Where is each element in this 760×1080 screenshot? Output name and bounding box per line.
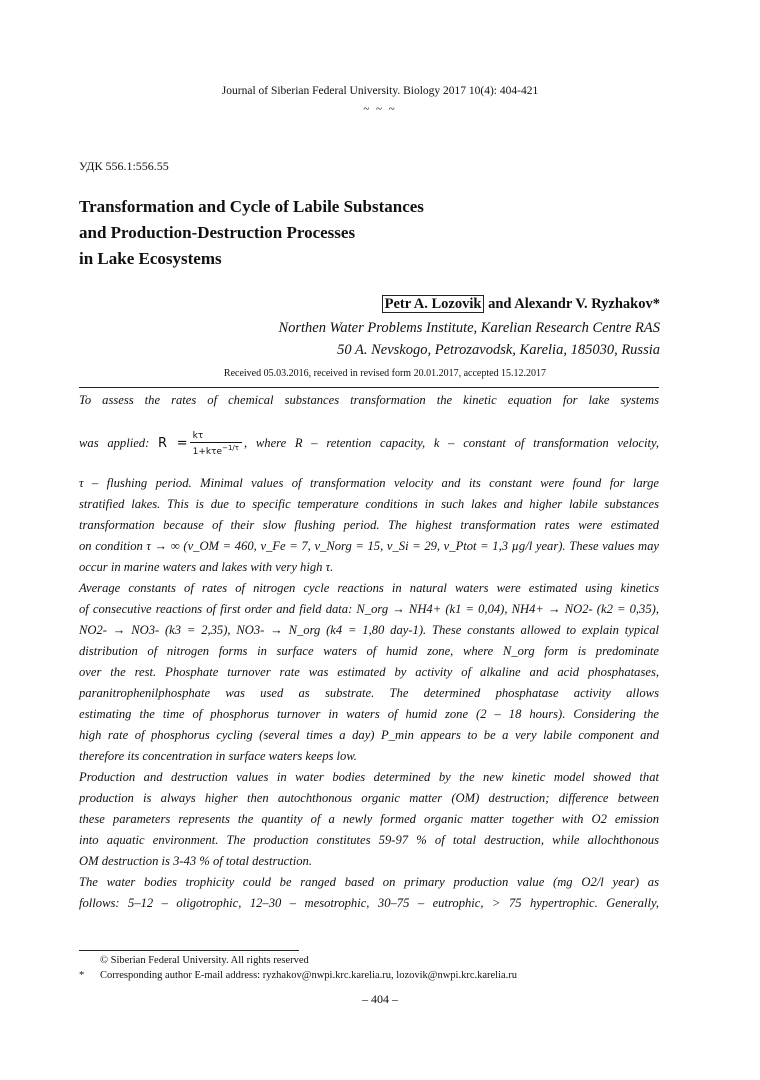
abstract-line: stratified lakes. This is due to specific temperature conditions in such lakes and higher labile substances xyxy=(79,497,659,511)
header-ornament: ~ ~ ~ xyxy=(363,103,397,115)
received-dates: Received 05.03.2016, received in revised form 20.01.2017, accepted 15.12.2017 xyxy=(223,368,547,379)
abstract-line: Average constants of rates of nitrogen cycle reactions in natural waters were estimated using kinetics xyxy=(79,581,659,595)
abstract-line: paranitrophenilphosphate was used as substrate. The determined phosphatase activity allows xyxy=(79,686,659,700)
author-lozovik: Petr A. Lozovik xyxy=(382,295,485,313)
abstract-line: distribution of nitrogen forms in surface waters of humid zone, where N_org form is predominate xyxy=(79,644,659,658)
abstract-line: transformation because of their slow flushing period. The highest transformation rates were estimated xyxy=(79,518,659,532)
equation-lhs: R = xyxy=(158,436,188,451)
abstract-line: into aquatic environment. The production constitutes 59-97 % of total destruction, while allochthonous xyxy=(79,833,659,847)
abstract-line: τ – flushing period. Minimal values of transformation velocity and its constant were found for large xyxy=(79,476,659,490)
abstract-line: over the rest. Phosphate turnover rate was estimated by activity of alkaline and acid phosphatases, xyxy=(79,665,659,679)
page-number: – 404 – xyxy=(362,992,398,1006)
equation-denominator: 1+kτe$^{-1/\tau}$ xyxy=(192,443,239,457)
title-line-2: and Production-Destruction Processes xyxy=(79,223,356,242)
copyright-note: © Siberian Federal University. All rights reserved xyxy=(100,955,309,966)
abstract-line: occur in marine waters and lakes with very high τ. xyxy=(79,560,334,574)
affiliation-line-1: Northen Water Problems Institute, Karelian Research Centre RAS xyxy=(278,320,660,336)
footnote-star: * xyxy=(79,970,85,981)
abstract-line: estimating the time of phosphorus turnover in waters of humid zone (2 – 18 hours). Considering the xyxy=(79,707,659,721)
equation-exponent: −1/τ xyxy=(222,443,239,452)
abstract xyxy=(79,393,659,933)
corresponding-author-note xyxy=(79,970,517,981)
equation-fraction xyxy=(190,431,242,458)
footnote-rule xyxy=(79,950,299,951)
abstract-top-rule xyxy=(79,387,659,388)
abstract-line: of consecutive reactions of first order and field data: N_org → NH4+ (k1 = 0,04), NH4+ → NO2- (k2 = 0,35), xyxy=(79,602,659,616)
udk-code: УДК 556.1:556.55 xyxy=(79,159,169,173)
abstract-line: Production and destruction values in water bodies determined by the new kinetic model showed that xyxy=(79,770,659,784)
abstract-line: on condition τ → ∞ (ν_OM = 460, ν_Fe = 7, ν_Norg = 15, ν_Si = 29, ν_Ptot = 1,3 µg/l year). These values may xyxy=(79,539,659,553)
abstract-line: production is always higher then autochthonous organic matter (OM) destruction; difference between xyxy=(79,791,659,805)
abstract-line: these parameters represents the quantity of a newly formed organic matter together with O2 emission xyxy=(79,812,659,826)
abstract-line: To assess the rates of chemical substances transformation the kinetic equation for lake systems xyxy=(79,393,659,407)
abstract-equation-line: was applied: R = $\frac{k\tau}{1+k\tau e^{-1/\tau}}$ , where R – retention capacity, k – constant of transformation velocity, xyxy=(79,430,660,457)
corresponding-author-email: Corresponding author E-mail address: ryzhakov@nwpi.krc.karelia.ru, lozovik@nwpi.krc.karelia.ru xyxy=(100,970,518,981)
abstract-line: NO2- → NO3- (k3 = 2,35), NO3- → N_org (k4 = 1,80 day-1). These constants allowed to explain typical xyxy=(79,623,659,637)
affiliation-line-2: 50 A. Nevskogo, Petrozavodsk, Karelia, 185030, Russia xyxy=(337,342,660,358)
title-line-3: in Lake Ecosystems xyxy=(79,249,222,268)
author-ryzhakov: and Alexandr V. Ryzhakov* xyxy=(484,296,660,312)
journal-header: Journal of Siberian Federal University. Biology 2017 10(4): 404-421 xyxy=(221,85,539,97)
equation-numerator: kτ xyxy=(190,431,242,443)
authors xyxy=(382,296,660,313)
abstract-line: The water bodies trophicity could be ranged based on primary production value (mg O2/l year) as xyxy=(79,875,659,889)
abstract-line: high rate of phosphorus cycling (several times a day) P_min appears to be a very labile component and xyxy=(79,728,659,742)
title-line-1: Transformation and Cycle of Labile Substances xyxy=(79,197,424,216)
paper-title xyxy=(79,194,424,272)
abstract-line: follows: 5–12 – oligotrophic, 12–30 – mesotrophic, 30–75 – eutrophic, > 75 hypertrophic. Generally, xyxy=(79,896,659,910)
abstract-line: OM destruction is 3-43 % of total destruction. xyxy=(79,854,312,868)
abstract-line: therefore its concentration in surface waters keeps low. xyxy=(79,749,357,763)
